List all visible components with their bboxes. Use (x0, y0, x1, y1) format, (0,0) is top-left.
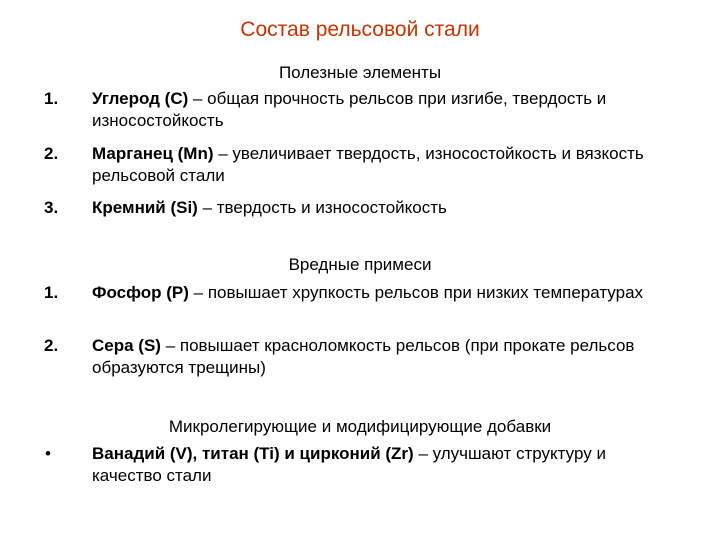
section-heading-harmful-impurities: Вредные примеси (288, 255, 432, 274)
element-description: – улучшают структуру и качество стали (92, 444, 606, 485)
list-item-text (92, 282, 672, 304)
list-number: 1. (44, 283, 59, 302)
list-number: 2. (44, 144, 59, 163)
section-heading-useful-elements: Полезные элементы (278, 63, 442, 82)
list-item-text (92, 197, 672, 219)
slide-title: Состав рельсовой стали (240, 18, 480, 41)
list-item-text (92, 443, 672, 487)
list-item-text (92, 143, 672, 187)
element-description: – общая прочность рельсов при изгибе, твердость и износостойкость (92, 89, 607, 130)
element-description: – увеличивает твердость, износостойкость и вязкость рельсовой стали (92, 144, 644, 185)
element-term: Углерод (С) (92, 89, 189, 108)
element-term: Марганец (Mn) (92, 144, 214, 163)
element-description: – твердость и износостойкость (197, 198, 447, 217)
element-description: – повышает хрупкость рельсов при низких температурах (188, 283, 644, 302)
list-item-text (92, 335, 672, 379)
element-description: – повышает красноломкость рельсов (при прокате рельсов образуются трещины) (92, 336, 635, 377)
list-number: 3. (44, 198, 59, 217)
bullet-marker: • (45, 444, 51, 463)
element-term: Кремний (Si) (92, 198, 198, 217)
list-number: 1. (44, 89, 59, 108)
section-heading-microalloying-additions: Микролегирующие и модифицирующие добавки (168, 417, 552, 436)
element-term: Фосфор (Р) (92, 283, 189, 302)
element-term: Ванадий (V), титан (Ti) и цирконий (Zr) (92, 444, 414, 463)
element-term: Сера (S) (92, 336, 161, 355)
list-item-text (92, 88, 672, 132)
list-number: 2. (44, 336, 59, 355)
